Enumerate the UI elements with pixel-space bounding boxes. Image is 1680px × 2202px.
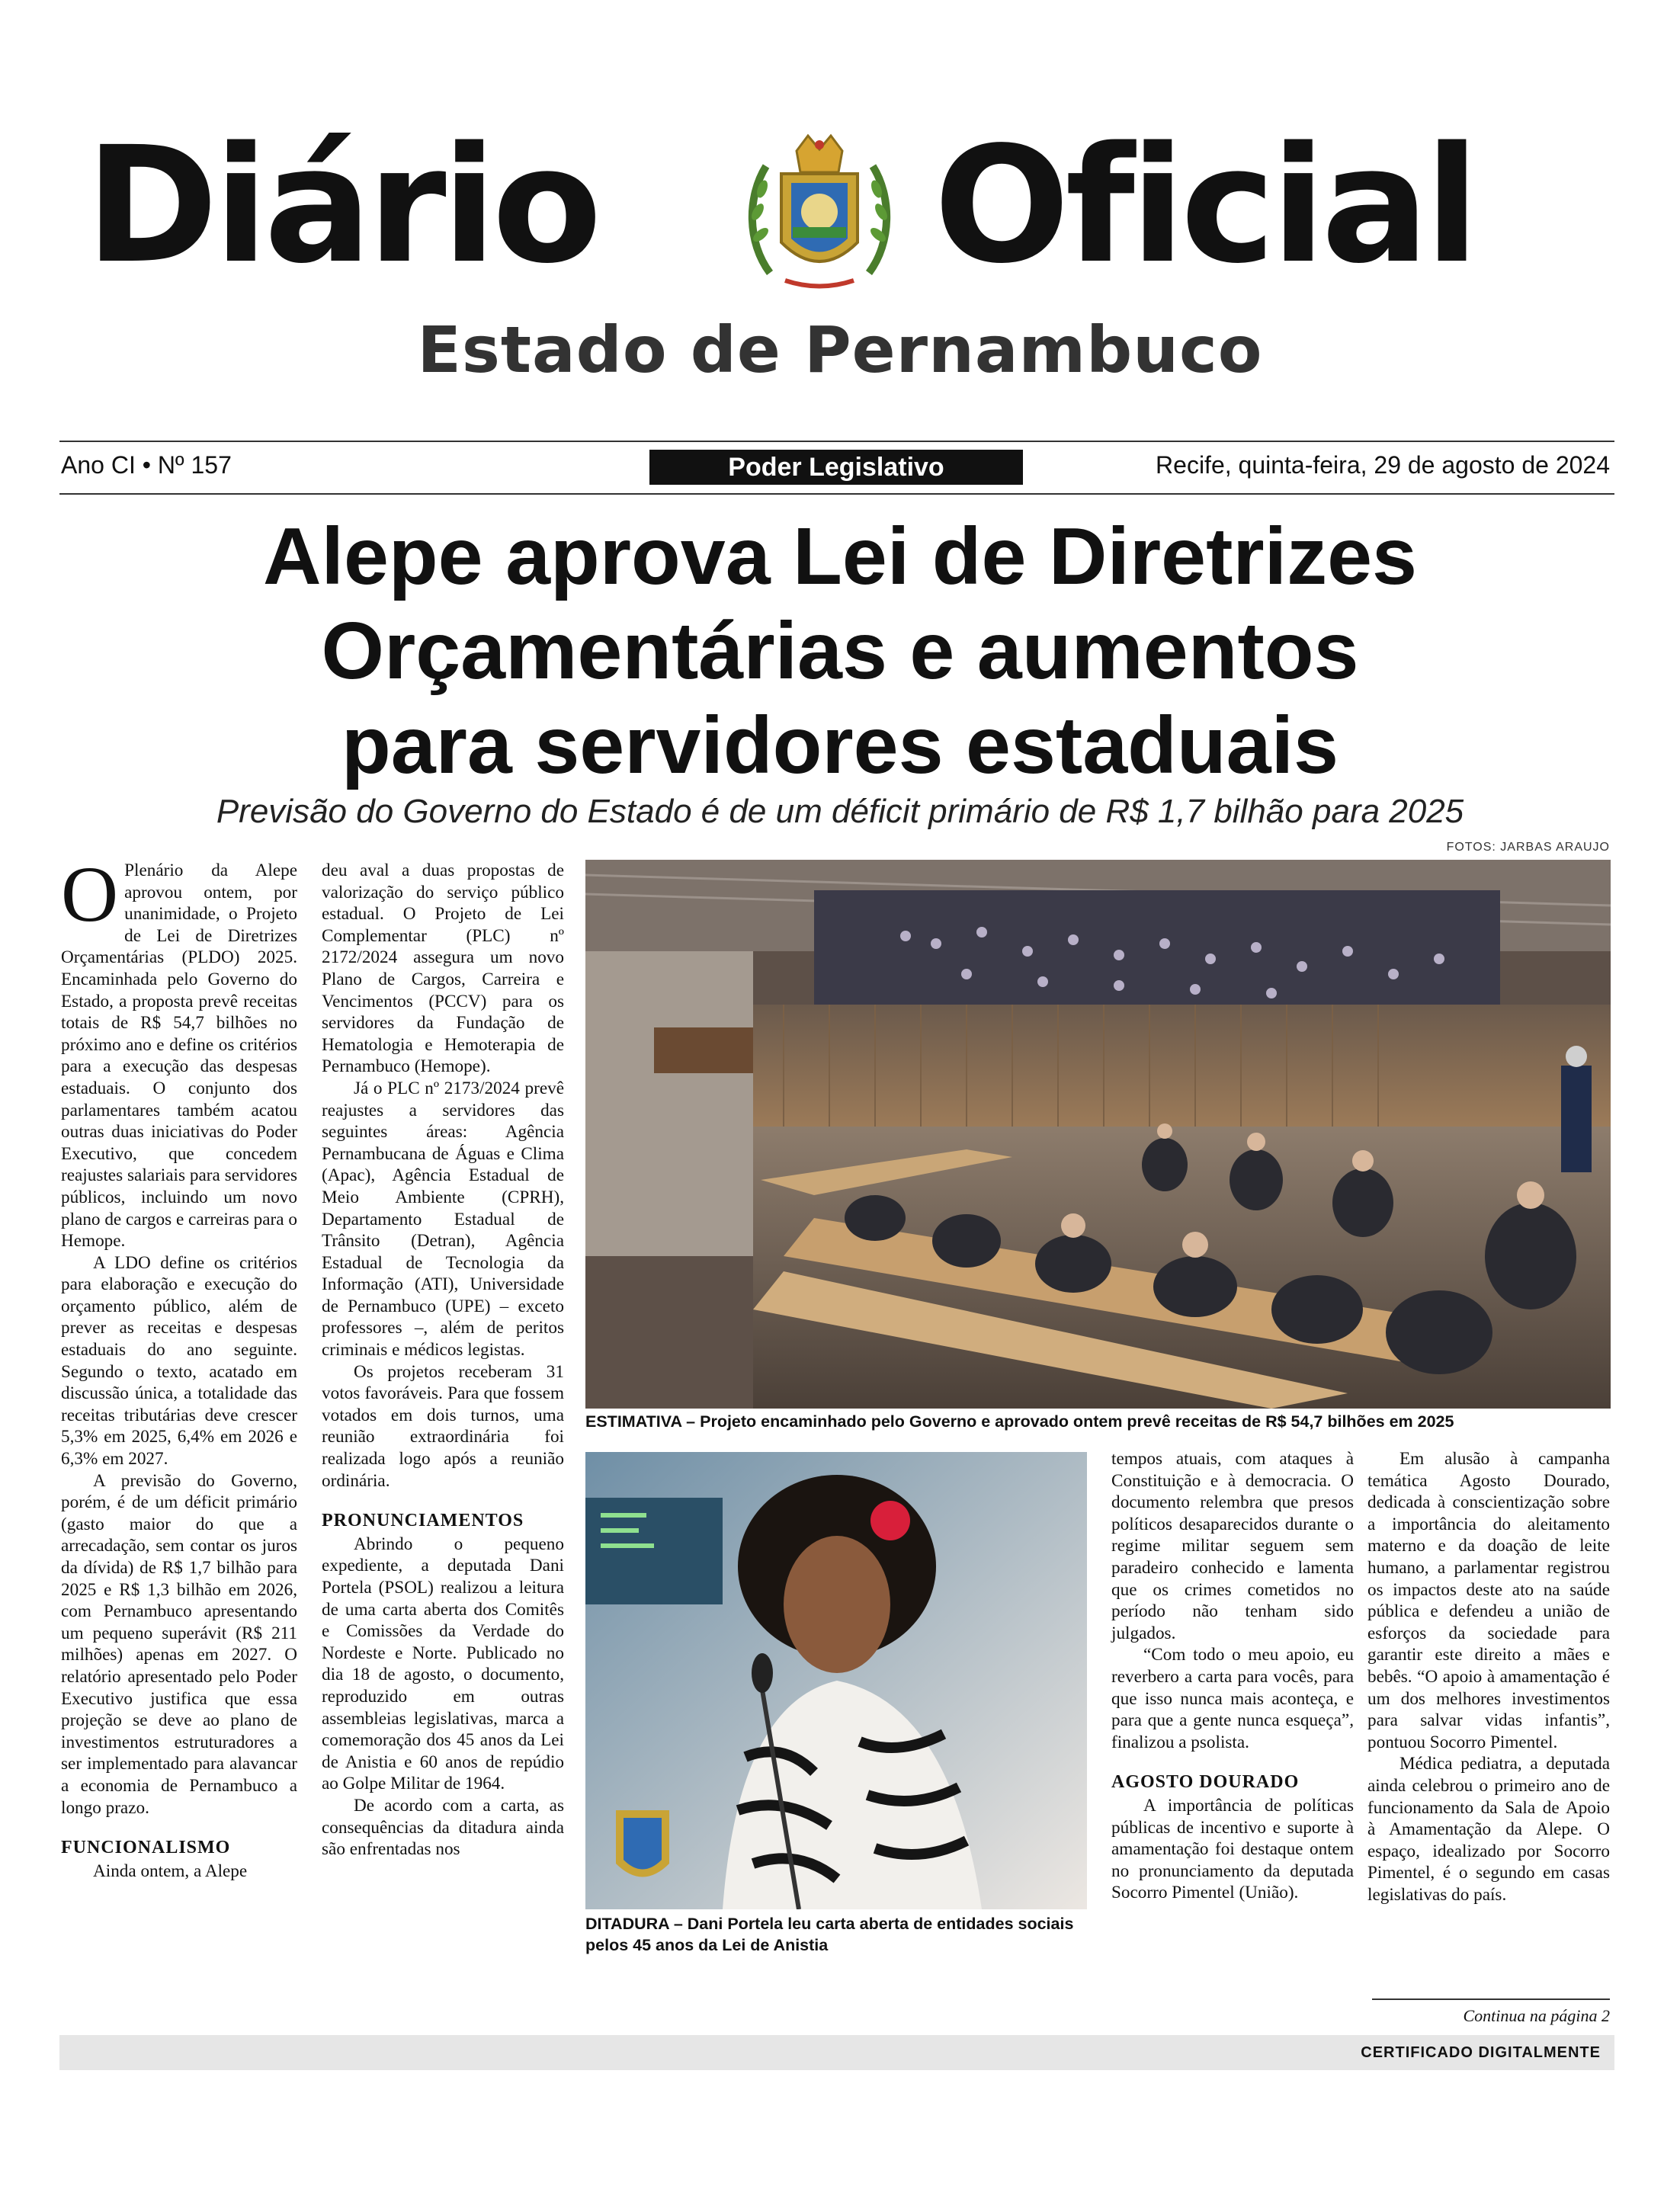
photo-credit: FOTOS: JARBAS ARAUJO [1446, 841, 1610, 854]
paragraph: tempos atuais, com ataques à Constituição e à democracia. O documento relembra que presos políticos desaparecidos durante o regime militar seguem sem paradeiro conhecido e lamenta que os crimes cometidos no período não tenham sido julgados. [1111, 1449, 1354, 1643]
section-heading: PRONUNCIAMENTOS [322, 1511, 524, 1531]
subheadline: Previsão do Governo do Estado é de um déficit primário de R$ 1,7 bilhão para 2025 [216, 793, 1464, 830]
masthead-title-right: Oficial [934, 112, 1476, 299]
headline [0, 509, 1680, 793]
top-rule [59, 441, 1614, 442]
paragraph: Ainda ontem, a Alepe [93, 1861, 248, 1881]
certification-text: CERTIFICADO DIGITALMENTE [1361, 2044, 1601, 2061]
article-column-4 [1367, 1448, 1610, 1906]
masthead-title-left: Diário [85, 112, 598, 299]
section-heading: FUNCIONALISMO [61, 1838, 231, 1858]
plenary-photo [585, 860, 1611, 1409]
paragraph: De acordo com a carta, as consequências da ditadura ainda são enfrentadas nos [322, 1795, 564, 1860]
continued-note: Continua na página 2 [1463, 2006, 1610, 2025]
paragraph: Em alusão à campanha temática Agosto Dourado, dedicada à conscientização sobre a importância do aleitamento materno e da doação de leite humano, a parlamentar registrou os impactos deste ato na saúde pública e defendeu a união de esforços da sociedade para garantir este direito a mães e bebês. “O apoio à amamentação é um dos melhores investimentos para salvar vidas infantis”, pontuou Socorro Pimentel. [1367, 1449, 1610, 1752]
coat-of-arms-icon [616, 1810, 669, 1877]
article-column-2 [322, 860, 564, 1861]
section-heading: AGOSTO DOURADO [1111, 1772, 1300, 1793]
bottom-rule [59, 493, 1614, 495]
masthead-subtitle: Estado de Pernambuco [417, 313, 1263, 387]
section-banner: Poder Legislativo [649, 450, 1023, 485]
article-column-3 [1111, 1448, 1354, 1904]
paragraph: A previsão do Governo, porém, é de um déficit primário (gasto maior do que a arrecadação, sem contar os juros da dívida) de R$ 1,7 bilhão para 2025 e R$ 1,3 bilhão em 2026, com Pernambuco apresentando um pequeno superávit (R$ 211 milhões) apenas em 2027. O relatório apresentado pelo Poder Executivo justifica que essa projeção se deve ao plano de investimentos estruturadores a ser implementado para alavancar a economia de Pernambuco a longo prazo. [61, 1470, 297, 1818]
speaker-photo-image [585, 1452, 1087, 1909]
speaker-photo [585, 1452, 1087, 1909]
paragraph: Os projetos receberam 31 votos favoráveis. Para que fossem votados em dois turnos, uma reunião extraordinária foi realizada logo após a reunião ordinária. [322, 1361, 564, 1491]
continued-rule [1372, 1998, 1610, 2000]
headline-line-3: para servidores estaduais [341, 700, 1339, 790]
coat-of-arms-icon [739, 128, 899, 296]
plenary-photo-image [585, 860, 1611, 1409]
paragraph: Plenário da Alepe aprovou ontem, por unanimidade, o Projeto de Lei de Diretrizes Orçamentárias (PLDO) 2025. Encaminhada pelo Governo do Estado, a proposta prevê receitas totais de R$ 54,7 bilhões no próximo ano e define os critérios para a execução das despesas estaduais. O conjunto dos parlamentares também acatou outras duas iniciativas do Poder Executivo, que concedem reajustes salariais para servidores públicos, incluindo um novo plano de cargos e carreiras para o Hemope. [61, 861, 297, 1252]
publication-date: Recife, quinta-feira, 29 de agosto de 2024 [1156, 451, 1610, 479]
paragraph: Já o PLC nº 2173/2024 prevê reajustes a servidores das seguintes áreas: Agência Pernambucana de Águas e Clima (Apac), Agência Estadual de Meio Ambiente (CPRH), Departamento Estadual de Trânsito (Detran), Agência Estadual de Tecnologia da Informação (ATI), Universidade de Pernambuco (UPE) – exceto professores –, além de peritos criminais e médicos legistas. [322, 1078, 564, 1361]
paragraph: “Com todo o meu apoio, eu reverbero a carta para vocês, para que isso nunca mais aconteça, e para que a gente nunca esqueça”, finalizou a psolista. [1111, 1645, 1354, 1752]
headline-line-1: Alepe aprova Lei de Diretrizes [262, 511, 1418, 601]
masthead [0, 112, 1680, 320]
paragraph: A LDO define os critérios para elaboração e execução do orçamento público, além de prever as receitas e despesas estaduais do ano seguinte. Segundo o texto, acatado em discussão única, a totalidade das receitas tributárias deve crescer 5,3% em 2025, 6,4% em 2026 e 6,3% em 2027. [61, 1252, 297, 1470]
paragraph: A importância de políticas públicas de incentivo e suporte à amamentação foi destaque ontem no pronunciamento da deputada Socorro Pimentel (União). [1111, 1795, 1354, 1903]
photo-caption: DITADURA – Dani Portela leu carta aberta de entidades sociais pelos 45 anos da Lei de Anistia [585, 1915, 1074, 1954]
certification-bar [59, 2035, 1614, 2070]
paragraph: Médica pediatra, a deputada ainda celebrou o primeiro ano de funcionamento da Sala de Apoio à Amamentação da Alepe. O espaço, idealizado por Socorro Pimentel, é o segundo em casas legislativas do país. [1367, 1754, 1610, 1905]
paragraph: deu aval a duas propostas de valorização do serviço público estadual. O Projeto de Lei Complementar (PLC) nº 2172/2024 assegura um novo Plano de Cargos, Carreira e Vencimentos (PCCV) para os servidores da Fundação de Hematologia e Hemoterapia de Pernambuco (Hemope). [322, 861, 564, 1077]
article-column-1 [61, 851, 297, 1882]
headline-line-2: Orçamentárias e aumentos [321, 606, 1359, 696]
paragraph: Abrindo o pequeno expediente, a deputada Dani Portela (PSOL) realizou a leitura de uma carta aberta dos Comitês e Comissões da Verdade do Nordeste e Norte. Publicado no dia 18 de agosto, o documento, reproduzido em outras assembleias legislativas, marca a comemoração dos 45 anos da Lei de Anistia e 60 anos de repúdio ao Golpe Militar de 1964. [322, 1534, 564, 1794]
photo-caption: ESTIMATIVA – Projeto encaminhado pelo Governo e aprovado ontem prevê receitas de R$ 54,7 bilhões em 2025 [585, 1412, 1454, 1431]
drop-cap: O [61, 851, 119, 938]
edition-number: Ano CI • Nº 157 [61, 451, 232, 479]
